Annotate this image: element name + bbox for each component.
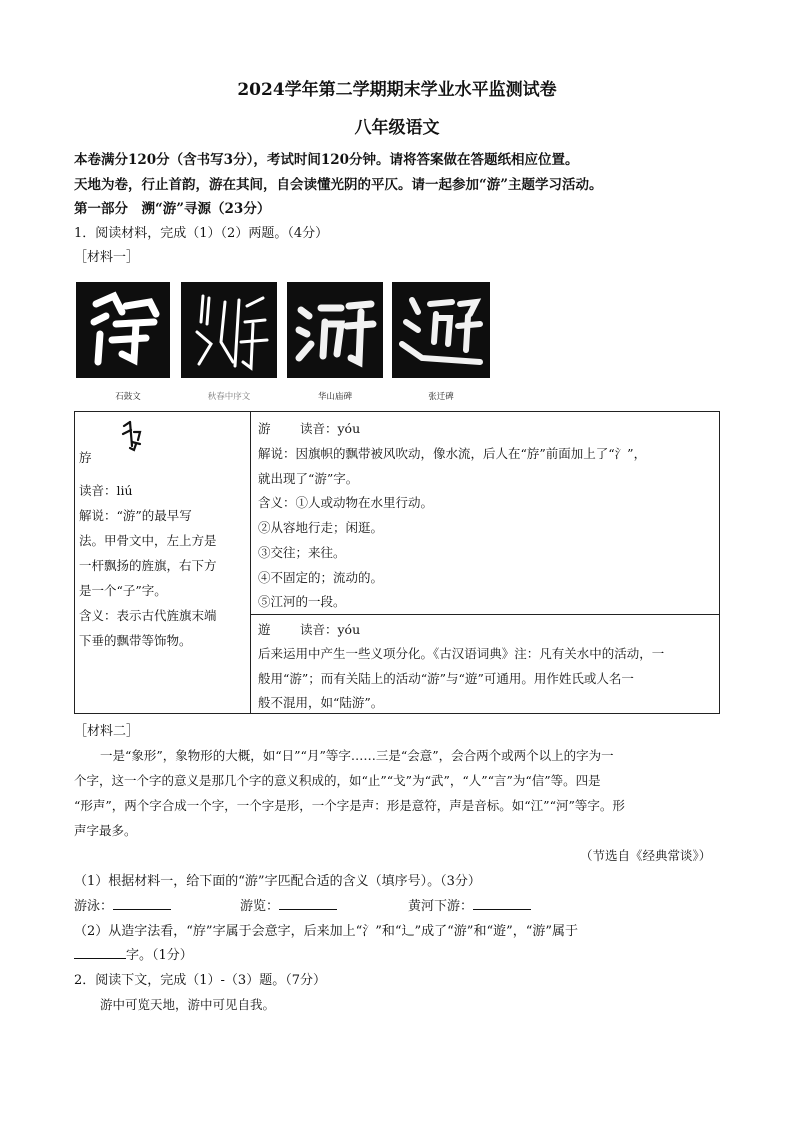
you-expl-1: 解说：因旗帜的飘带被风吹动，像水流，后人在“斿”前面加上了“氵”， — [258, 446, 647, 461]
you2-line-3: 般不混用，如“陆游”。 — [258, 695, 384, 710]
sub1-label-tour: 游览： — [240, 899, 280, 914]
you2-head-char: 遊 — [258, 622, 271, 637]
left-expl-2: 法。甲骨文中，左上方是 — [79, 533, 217, 548]
caption-huashan: 华山庙碑 — [317, 392, 352, 402]
q1-prompt: 1．阅读材料，完成（1）（2）两题。（4分） — [74, 226, 329, 241]
material1-label: ［材料一］ — [74, 250, 140, 265]
left-reading: 读音：liú — [79, 483, 133, 498]
you-meaning-5: ⑤江河的一段。 — [258, 594, 346, 609]
answer-blank-tour[interactable] — [279, 897, 337, 910]
exam-subtitle: 八年级语文 — [354, 118, 440, 138]
you-expl-2: 就出现了“游”字。 — [258, 471, 359, 486]
calligraphy-image-zhangqian — [392, 282, 490, 378]
you-meaning-4: ④不固定的；流动的。 — [258, 570, 384, 585]
sub2-line-1: （2）从造字法看，“斿”字属于会意字，后来加上“氵”和“辶”成了“游”和“遊”，“游”属于 — [74, 924, 579, 939]
caption-shiguwen: 石鼓文 — [115, 392, 141, 402]
answer-blank-swim[interactable] — [113, 897, 171, 910]
sub2-suffix: 字。（1分） — [126, 948, 193, 963]
sub1-prompt: （1）根据材料一，给下面的“游”字匹配合适的含义（填序号）。（3分） — [74, 874, 481, 889]
answer-blank-zaozi[interactable] — [74, 946, 126, 959]
answer-blank-downstream[interactable] — [473, 897, 531, 910]
material2-source: （节选自《经典常谈》） — [580, 848, 712, 863]
sub2-line-2 — [74, 944, 193, 963]
you2-head-reading: 读音：yóu — [300, 622, 361, 637]
left-meaning-2: 下垂的飘带等饰物。 — [79, 633, 192, 648]
material2-line-3: “形声”，两个字合成一个字，一个字是形，一个字是声：形是意符，声是音标。如“江”“河”等字。形 — [74, 798, 625, 813]
oracle-glyph-image — [120, 420, 142, 456]
sub1-item-tour — [240, 895, 337, 914]
intro-line-1: 本卷满分120分（含书写3分），考试时间120分钟。请将答案做在答题纸相应位置。 — [74, 152, 579, 168]
you-head-char: 游 — [258, 421, 271, 436]
left-expl-3: 一杆飘扬的旌旗，右下方 — [79, 558, 217, 573]
left-expl-1: 解说：“游”的最早写 — [79, 508, 192, 523]
calligraphy-image-2 — [181, 282, 277, 378]
part1-heading: 第一部分 溯“游”寻源（23分） — [74, 201, 271, 217]
table-divider-horizontal — [250, 614, 720, 615]
left-expl-4: 是一个“子”字。 — [79, 583, 167, 598]
sub1-item-downstream — [408, 895, 531, 914]
caption-zhangqian: 张迁碑 — [428, 392, 454, 402]
calligraphy-image-shiguwen — [76, 282, 170, 378]
left-meaning-1: 含义：表示古代旌旗末端 — [79, 608, 217, 623]
sub1-item-swim — [74, 895, 171, 914]
q2-prompt: 2．阅读下文，完成（1）-（3）题。（7分） — [74, 973, 326, 988]
calligraphy-image-huashan — [287, 282, 383, 378]
material2-line-4: 声字最多。 — [74, 823, 137, 838]
you2-line-1: 后来运用中产生一些义项分化。《古汉语词典》注：凡有关水中的活动，一 — [258, 646, 665, 661]
you-meaning-2: ②从容地行走；闲逛。 — [258, 520, 384, 535]
exam-title: 2024学年第二学期期末学业水平监测试卷 — [237, 80, 557, 100]
intro-line-2: 天地为卷，行止首韵，游在其间，自会读懂光阴的平仄。请一起参加“游”主题学习活动。 — [74, 177, 603, 193]
you2-line-2: 般用“游”；而有关陆上的活动“游”与“遊”可通用。用作姓氏或人名一 — [258, 671, 634, 686]
q2-first-line: 游中可览天地，游中可见自我。 — [100, 997, 276, 1012]
sub1-label-downstream: 黄河下游： — [408, 899, 474, 914]
material2-label: ［材料二］ — [74, 724, 140, 739]
caption-image-2: 秋春中序文 — [207, 392, 251, 402]
sub1-label-swim: 游泳： — [74, 899, 114, 914]
material2-line-1: 一是“象形”，象物形的大概，如“日”“月”等字……三是“会意”，会合两个或两个以上的字为一 — [100, 748, 614, 763]
you-meaning-1: 含义：①人或动物在水里行动。 — [258, 495, 434, 510]
material2-line-2: 个字，这一个字的意义是那几个字的意义积成的，如“止”“戈”为“武”，“人”“言”为“信”等。四是 — [74, 773, 601, 788]
table-divider-vertical — [250, 411, 251, 714]
left-char: 斿 — [79, 450, 92, 465]
you-head-reading: 读音：yóu — [300, 421, 361, 436]
you-meaning-3: ③交往；来往。 — [258, 545, 346, 560]
